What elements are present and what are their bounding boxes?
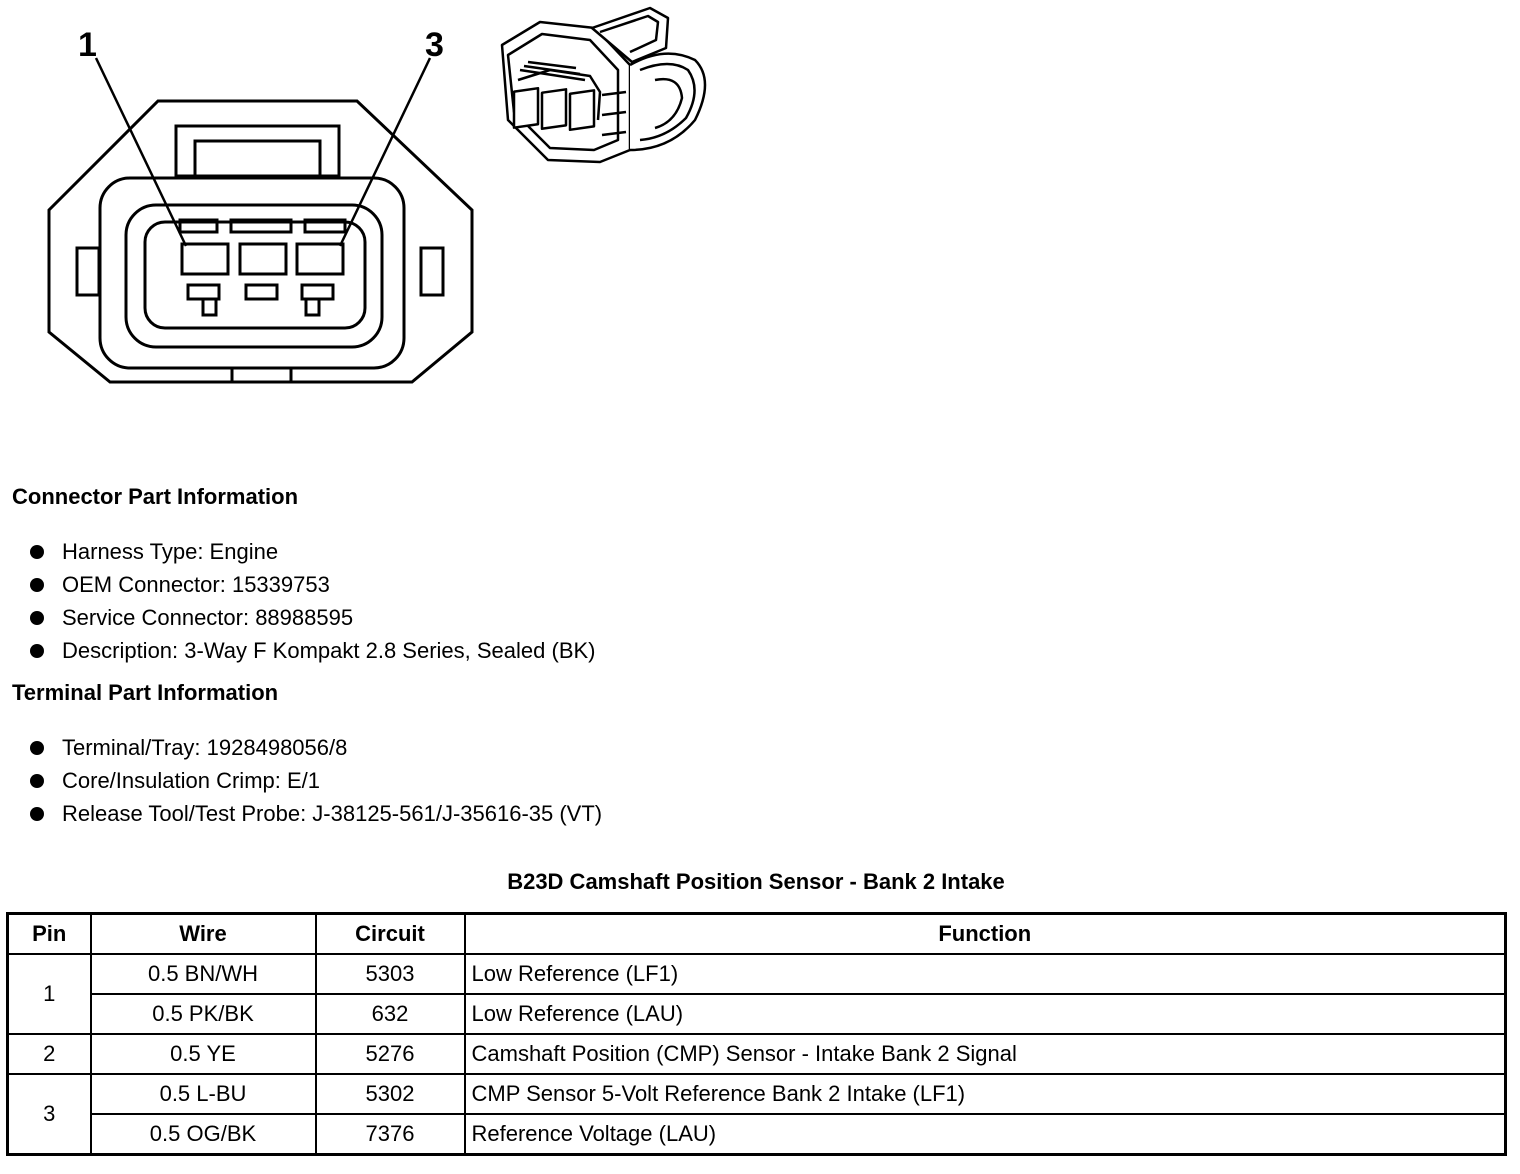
bullet-icon: [30, 807, 44, 821]
table-header-row: [8, 914, 1506, 955]
list-item: Harness Type: Engine: [30, 535, 596, 568]
connector-face-diagram: [0, 0, 500, 400]
connector-info-heading: Connector Part Information: [12, 484, 299, 509]
cell-function: Low Reference (LF1): [465, 954, 1506, 994]
list-item: Core/Insulation Crimp: E/1: [30, 764, 602, 797]
cell-circuit: 5303: [316, 954, 465, 994]
pinout-table: [6, 912, 1507, 1156]
pin-cavity-1: [182, 244, 228, 274]
list-item: Service Connector: 88988595: [30, 601, 596, 634]
pin-cavity-3: [297, 244, 343, 274]
header-function: Function: [465, 914, 1506, 955]
list-item: Release Tool/Test Probe: J-38125-561/J-35616-35 (VT): [30, 797, 602, 830]
table-row: [8, 954, 1506, 994]
cell-wire: 0.5 L-BU: [91, 1074, 316, 1114]
cell-circuit: 5302: [316, 1074, 465, 1114]
cell-function: CMP Sensor 5-Volt Reference Bank 2 Intake (LF1): [465, 1074, 1506, 1114]
cell-wire: 0.5 PK/BK: [91, 994, 316, 1034]
cell-wire: 0.5 BN/WH: [91, 954, 316, 994]
callout-leader-3: [340, 58, 430, 246]
callout-label-1: 1: [78, 26, 97, 64]
cell-wire: 0.5 OG/BK: [91, 1114, 316, 1155]
cell-pin: 3: [8, 1074, 91, 1155]
cell-function: Camshaft Position (CMP) Sensor - Intake Bank 2 Signal: [465, 1034, 1506, 1074]
pin-cavity-2: [240, 244, 286, 274]
callout-label-3: 3: [425, 26, 444, 64]
bullet-icon: [30, 545, 44, 559]
cell-circuit: 5276: [316, 1034, 465, 1074]
table-title: B23D Camshaft Position Sensor - Bank 2 Intake: [507, 869, 1005, 894]
bullet-icon: [30, 741, 44, 755]
callout-leader-1: [96, 58, 186, 246]
connector-side-tab-left: [77, 248, 99, 295]
bullet-icon: [30, 644, 44, 658]
terminal-info-heading: Terminal Part Information: [12, 680, 279, 705]
cell-circuit: 632: [316, 994, 465, 1034]
bullet-icon: [30, 578, 44, 592]
bullet-icon: [30, 774, 44, 788]
list-item: OEM Connector: 15339753: [30, 568, 596, 601]
connector-info-list: [30, 535, 596, 667]
table-row: [8, 1074, 1506, 1114]
bullet-icon: [30, 611, 44, 625]
table-row: [8, 1034, 1506, 1074]
connector-outer-housing: [49, 101, 472, 382]
cell-function: Reference Voltage (LAU): [465, 1114, 1506, 1155]
connector-side-tab-right: [421, 248, 443, 295]
cell-circuit: 7376: [316, 1114, 465, 1155]
list-item: Description: 3-Way F Kompakt 2.8 Series, Sealed (BK): [30, 634, 596, 667]
cell-pin: 2: [8, 1034, 91, 1074]
connector-3d-illustration: [490, 0, 730, 180]
header-wire: Wire: [91, 914, 316, 955]
header-circuit: Circuit: [316, 914, 465, 955]
table-row: [8, 1114, 1506, 1155]
cell-pin: 1: [8, 954, 91, 1034]
cell-function: Low Reference (LAU): [465, 994, 1506, 1034]
terminal-info-list: [30, 731, 602, 830]
header-pin: Pin: [8, 914, 91, 955]
list-item: Terminal/Tray: 1928498056/8: [30, 731, 602, 764]
table-row: [8, 994, 1506, 1034]
connector-latch: [176, 126, 339, 176]
cell-wire: 0.5 YE: [91, 1034, 316, 1074]
